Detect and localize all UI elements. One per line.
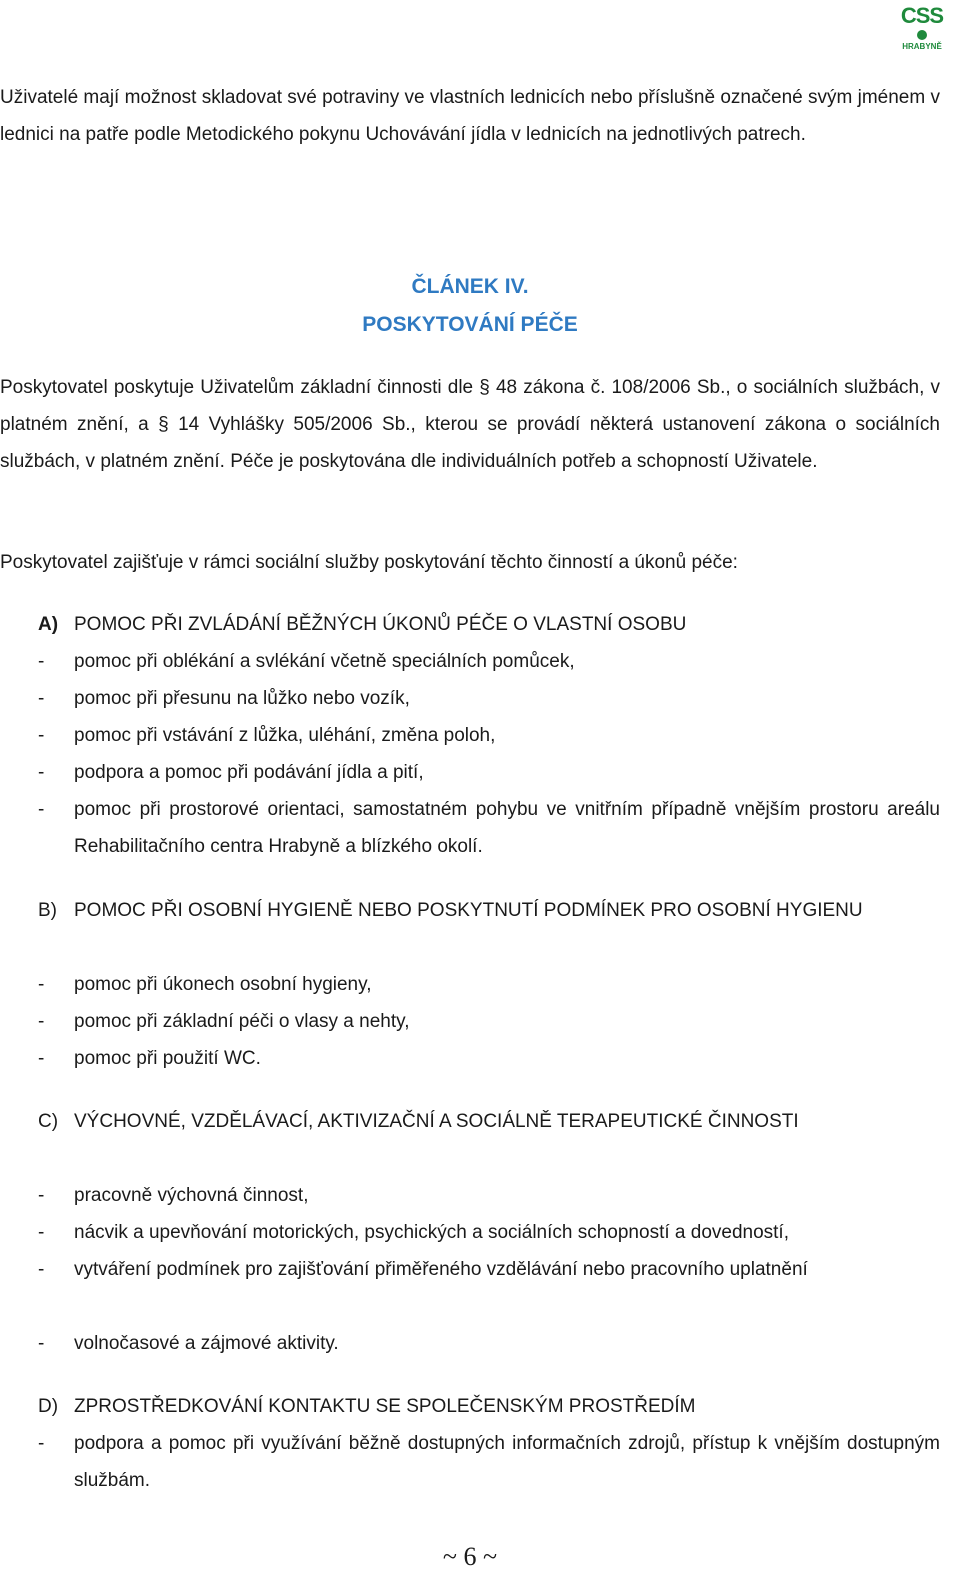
section-d-heading: [38, 1388, 940, 1425]
page-number: ~ 6 ~: [442, 1542, 498, 1571]
section-d-title: ZPROSTŘEDKOVÁNÍ KONTAKTU SE SPOLEČENSKÝM PROSTŘEDÍM: [74, 1396, 696, 1417]
list-item: [38, 643, 940, 680]
list-item: [38, 1251, 940, 1288]
section-c-title: VÝCHOVNÉ, VZDĚLÁVACÍ, AKTIVIZAČNÍ A SOCIÁLNĚ TERAPEUTICKÉ ČINNOSTI: [74, 1111, 799, 1132]
intro-paragraph: Uživatelé mají možnost skladovat své potraviny ve vlastních lednicích nebo příslušně označené svým jménem v lednici na patře podle Metodického pokynu Uchovávání jídla v lednicích na jednotlivých patrech.: [0, 87, 940, 145]
logo-sub-text: HRABYNĚ: [902, 42, 942, 51]
bullet-dash: -: [38, 1048, 45, 1069]
bullet-dash: -: [38, 1222, 45, 1243]
logo-main-text: CSS: [900, 3, 944, 28]
bullet-dash: -: [38, 688, 45, 709]
list-item-text: pomoc při základní péči o vlasy a nehty,: [74, 1011, 410, 1032]
section-a-label: A): [38, 614, 59, 635]
paragraph-provision: Poskytovatel poskytuje Uživatelům základní činnosti dle § 48 zákona č. 108/2006 Sb., o sociálních službách, v platném znění, a § 14 Vyhlášky 505/2006 Sb., kterou se provádí některá ustanovení zákona o sociálních službách, v platném znění. Péče je poskytována dle individuálních potřeb a schopností Uživatele.: [0, 377, 940, 472]
bullet-dash: -: [38, 1011, 45, 1032]
section-b-title: POMOC PŘI OSOBNÍ HYGIENĚ NEBO POSKYTNUTÍ PODMÍNEK PRO OSOBNÍ HYGIENU: [74, 900, 863, 921]
list-item: [38, 680, 940, 717]
section-a-title: POMOC PŘI ZVLÁDÁNÍ BĚŽNÝCH ÚKONŮ PÉČE O VLASTNÍ OSOBU: [74, 614, 687, 635]
list-item-text: pomoc při prostorové orientaci, samostatném pohybu ve vnitřním případně vnějším prostoru areálu Rehabilitačního centra Hrabyně a blízkého okolí.: [74, 799, 940, 857]
list-item: [38, 754, 940, 791]
list-item-text: vytváření podmínek pro zajišťování přiměřeného vzdělávání nebo pracovního uplatnění: [74, 1259, 808, 1280]
list-item-text: pomoc při úkonech osobní hygieny,: [74, 974, 372, 995]
list-item: [38, 1214, 940, 1251]
section-d-label: D): [38, 1396, 59, 1417]
list-item-text: podpora a pomoc při využívání běžně dostupných informačních zdrojů, přístup k vnějším dostupným službám.: [74, 1433, 940, 1491]
section-c-heading: [38, 1103, 940, 1140]
list-item: [38, 717, 940, 754]
list-item-text: pomoc při oblékání a svlékání včetně speciálních pomůcek,: [74, 651, 575, 672]
bullet-dash: -: [38, 725, 45, 746]
article-title: POSKYTOVÁNÍ PÉČE: [362, 313, 578, 336]
section-a-heading: [38, 606, 940, 643]
list-item-text: volnočasové a zájmové aktivity.: [74, 1333, 339, 1354]
section-b-heading: [38, 892, 940, 929]
list-item-text: pomoc při použití WC.: [74, 1048, 261, 1069]
list-item: [38, 966, 940, 1003]
list-item: [38, 1040, 940, 1077]
list-item-text: podpora a pomoc při podávání jídla a pití,: [74, 762, 424, 783]
bullet-dash: -: [38, 1333, 45, 1354]
section-b-label: B): [38, 900, 57, 921]
list-item-text: pracovně výchovná činnost,: [74, 1185, 309, 1206]
bullet-dash: -: [38, 762, 45, 783]
bullet-dash: -: [38, 799, 45, 820]
list-item-text: nácvik a upevňování motorických, psychických a sociálních schopností a dovedností,: [74, 1222, 789, 1243]
section-c-label: C): [38, 1111, 59, 1132]
bullet-dash: -: [38, 974, 45, 995]
article-number: ČLÁNEK IV.: [411, 275, 529, 298]
list-item: [38, 1003, 940, 1040]
list-item: [38, 1177, 940, 1214]
logo-symbol: [917, 30, 927, 40]
list-item-text: pomoc při vstávání z lůžka, uléhání, změna poloh,: [74, 725, 496, 746]
list-item: [38, 1325, 940, 1362]
bullet-dash: -: [38, 1433, 45, 1454]
css-hrabyne-logo: [898, 4, 946, 54]
bullet-dash: -: [38, 1185, 45, 1206]
bullet-dash: -: [38, 1259, 45, 1280]
list-item-text: pomoc při přesunu na lůžko nebo vozík,: [74, 688, 410, 709]
list-item: [38, 791, 940, 865]
list-item: [38, 1425, 940, 1499]
bullet-dash: -: [38, 651, 45, 672]
paragraph-activities-intro: Poskytovatel zajišťuje v rámci sociální služby poskytování těchto činností a úkonů péče:: [0, 552, 738, 573]
